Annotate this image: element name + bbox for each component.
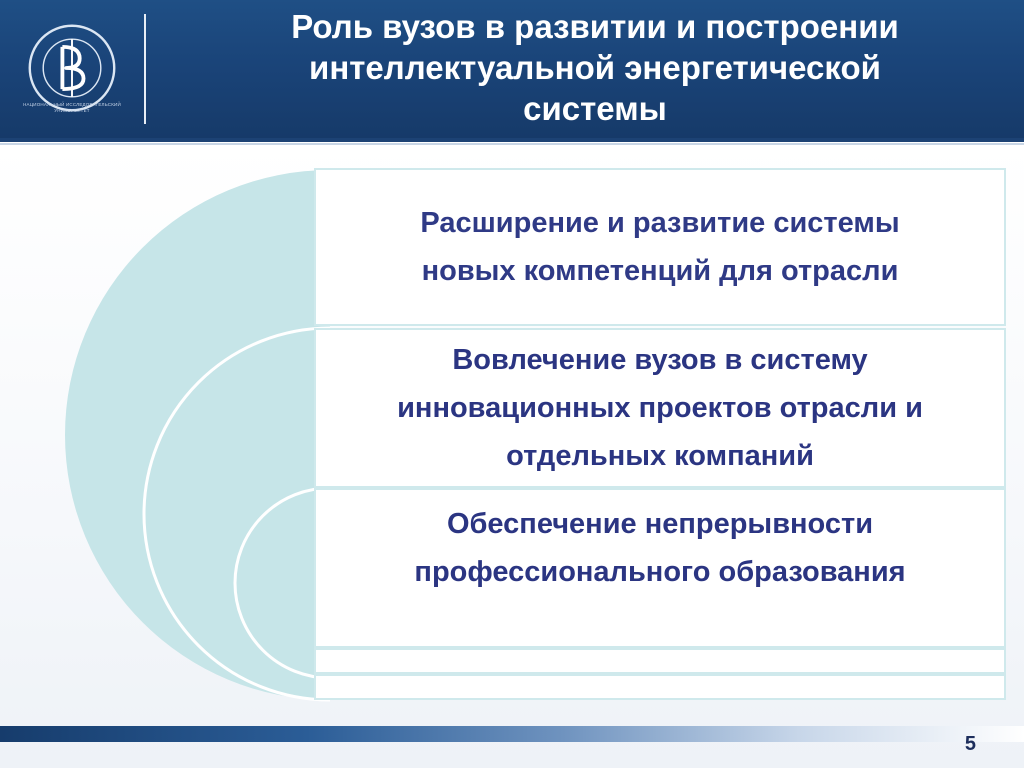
logo-caption: НАЦИОНАЛЬНЫЙ ИССЛЕДОВАТЕЛЬСКИЙ УНИВЕРСИТЕТ [23,102,121,113]
empty-row [314,648,1006,674]
slide-title: Роль вузов в развитии и построении интеллектуальной энергетической системы [291,8,899,127]
item-text: Расширение и развитие системы новых компетенций для отрасли [420,207,900,287]
footer-bar [0,726,1024,742]
item-box-continuous-education [314,488,1006,648]
item-box-competencies [314,168,1006,326]
page-number: 5 [964,733,976,755]
outer-arc [65,170,330,700]
item-box-innovation-projects [314,328,1006,488]
item-text: Обеспечение непрерывности профессионального образования [414,508,906,588]
item-text: Вовлечение вузов в систему инновационных проектов отрасли и отдельных компаний [397,344,923,472]
empty-row [314,674,1006,700]
